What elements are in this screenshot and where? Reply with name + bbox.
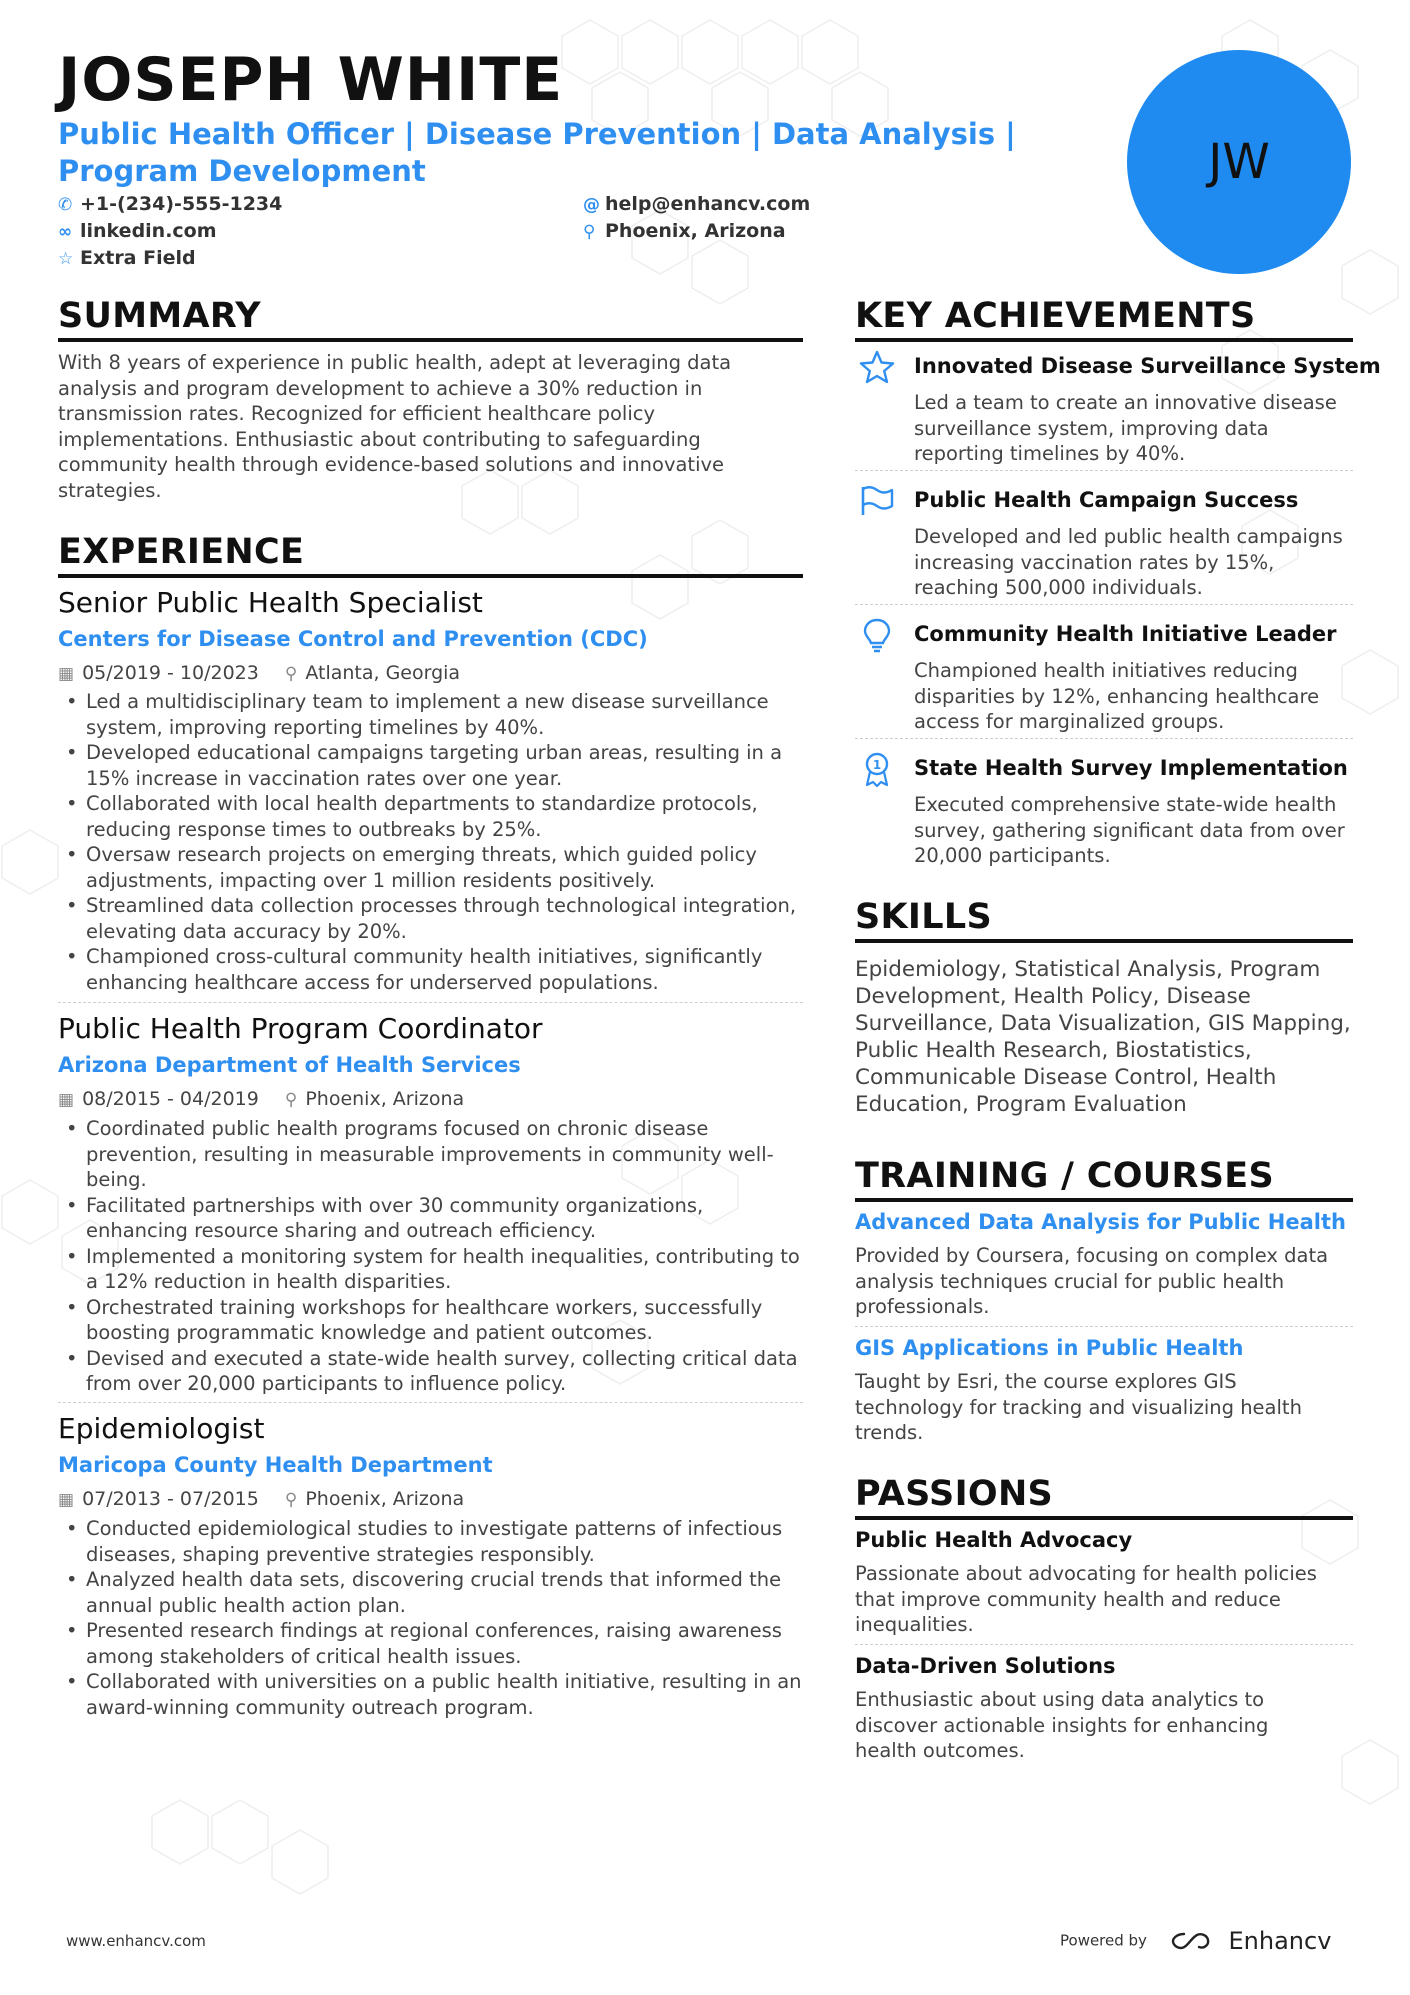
list-item: • Coordinated public health programs focused on chronic disease prevention, resulting in measurable improvements in community well-being.	[58, 1116, 803, 1193]
powered-by-text: Powered by	[1060, 1931, 1147, 1950]
job-divider	[58, 1002, 803, 1003]
star-icon	[858, 348, 896, 386]
achievement-desc: Developed and led public health campaigns increasing vaccination rates by 15%, reaching 500,000 individuals.	[914, 525, 1343, 599]
course-title: Advanced Data Analysis for Public Health	[855, 1210, 1346, 1234]
passion-divider	[855, 1644, 1353, 1645]
achievements-rule	[855, 338, 1353, 342]
job-location: Atlanta, Georgia	[305, 662, 461, 684]
job-meta	[58, 661, 460, 686]
summary-heading: SUMMARY	[58, 296, 261, 336]
location-pin-icon: ⚲	[583, 222, 596, 242]
achievement-title: Innovated Disease Surveillance System	[914, 354, 1381, 378]
summary-text: With 8 years of experience in public health, adept at leveraging data analysis and program development to achieve a 30% reduction in transmission rates. Recognized for efficient healthcare policy implementations. Enthusiastic about contributing to safeguarding community health through evidence-based solutions and innovative strategies.	[58, 351, 732, 502]
contact-extra	[58, 247, 196, 269]
list-item: • Oversaw research projects on emerging threats, which guided policy adjustments, impacting over 1 million residents positively.	[58, 842, 803, 893]
training-heading: TRAINING / COURSES	[855, 1156, 1274, 1196]
achievement-desc: Championed health initiatives reducing disparities by 12%, enhancing healthcare access for marginalized groups.	[914, 659, 1320, 733]
list-item: • Presented research findings at regional conferences, raising awareness among stakeholders of critical health issues.	[58, 1618, 803, 1669]
link-icon: ∞	[58, 222, 73, 242]
job-location: Phoenix, Arizona	[305, 1088, 465, 1110]
skills-heading: SKILLS	[855, 897, 992, 937]
job-dates: 08/2015 - 04/2019	[82, 1088, 259, 1110]
summary-rule	[58, 338, 803, 342]
avatar: JW	[1127, 50, 1351, 274]
location-text: Phoenix, Arizona	[605, 220, 786, 242]
job-title: Senior Public Health Specialist	[58, 586, 483, 619]
company-name: Maricopa County Health Department	[58, 1453, 493, 1477]
job-bullets	[58, 689, 803, 995]
passions-heading: PASSIONS	[855, 1474, 1054, 1514]
headline: Public Health Officer | Disease Prevention | Data Analysis | Program Development	[58, 117, 1016, 188]
achievement-title: Community Health Initiative Leader	[914, 622, 1337, 646]
company-name: Centers for Disease Control and Prevention (CDC)	[58, 627, 648, 651]
location-pin-icon: ⚲	[284, 664, 298, 684]
course-desc: Provided by Coursera, focusing on complex data analysis techniques crucial for public health professionals.	[855, 1244, 1329, 1318]
achievement-desc: Led a team to create an innovative disease surveillance system, improving data reporting timelines by 40%.	[914, 391, 1337, 465]
linkedin-text: linkedin.com	[80, 220, 217, 242]
contact-location	[583, 220, 786, 242]
list-item: • Devised and executed a state-wide health survey, collecting critical data from over 20,000 participants to influence policy.	[58, 1346, 803, 1397]
job-meta	[58, 1487, 464, 1512]
email-text: help@enhancv.com	[605, 193, 811, 215]
lightbulb-icon	[858, 616, 896, 654]
job-bullets	[58, 1116, 803, 1397]
job-title: Epidemiologist	[58, 1412, 265, 1445]
list-item: • Collaborated with universities on a public health initiative, resulting in an award-winning community outreach program.	[58, 1669, 803, 1720]
job-location: Phoenix, Arizona	[305, 1488, 465, 1510]
footer-website[interactable]: www.enhancv.com	[66, 1932, 206, 1950]
experience-heading: EXPERIENCE	[58, 532, 305, 572]
job-dates: 05/2019 - 10/2023	[82, 662, 259, 684]
list-item: • Collaborated with local health departments to standardize protocols, reducing response times to outbreaks by 25%.	[58, 791, 803, 842]
calendar-icon: ▦	[58, 664, 75, 684]
course-divider	[855, 1326, 1353, 1327]
calendar-icon: ▦	[58, 1490, 75, 1510]
job-title: Public Health Program Coordinator	[58, 1012, 543, 1045]
achievements-heading: KEY ACHIEVEMENTS	[855, 296, 1256, 336]
contact-email[interactable]	[583, 193, 810, 215]
list-item: • Developed educational campaigns targeting urban areas, resulting in a 15% increase in vaccination rates over one year.	[58, 740, 803, 791]
list-item: • Implemented a monitoring system for health inequalities, contributing to a 12% reduction in health disparities.	[58, 1244, 803, 1295]
training-rule	[855, 1198, 1353, 1202]
star-outline-icon: ☆	[58, 249, 74, 269]
achievement-title: Public Health Campaign Success	[914, 488, 1299, 512]
passion-desc: Enthusiastic about using data analytics to discover actionable insights for enhancing health outcomes.	[855, 1688, 1269, 1762]
achievement-title: State Health Survey Implementation	[914, 756, 1348, 780]
list-item: • Led a multidisciplinary team to implement a new disease surveillance system, improving reporting timelines by 40%.	[58, 689, 803, 740]
extra-text: Extra Field	[80, 247, 196, 269]
enhancv-logo-icon	[1170, 1930, 1214, 1952]
contact-linkedin[interactable]	[58, 220, 217, 242]
achievement-divider	[855, 604, 1353, 605]
svg-text:1: 1	[872, 758, 882, 772]
phone-text: +1-(234)-555-1234	[80, 193, 283, 215]
calendar-icon: ▦	[58, 1090, 75, 1110]
job-dates: 07/2013 - 07/2015	[82, 1488, 259, 1510]
experience-rule	[58, 574, 803, 578]
passions-rule	[855, 1516, 1353, 1520]
list-item: • Conducted epidemiological studies to investigate patterns of infectious diseases, shaping preventive strategies responsibly.	[58, 1516, 803, 1567]
achievement-divider	[855, 470, 1353, 471]
passion-title: Public Health Advocacy	[855, 1528, 1133, 1552]
location-pin-icon: ⚲	[284, 1490, 298, 1510]
location-pin-icon: ⚲	[284, 1090, 298, 1110]
job-divider	[58, 1402, 803, 1403]
job-meta	[58, 1087, 464, 1112]
footer-branding[interactable]	[1060, 1927, 1331, 1955]
phone-icon: ✆	[58, 195, 73, 215]
passion-desc: Passionate about advocating for health policies that improve community health and reduce inequalities.	[855, 1562, 1317, 1636]
at-icon: @	[583, 195, 600, 215]
flag-icon	[858, 482, 896, 520]
candidate-name: JOSEPH WHITE	[58, 45, 564, 115]
course-desc: Taught by Esri, the course explores GIS technology for tracking and visualizing health trends.	[855, 1370, 1302, 1444]
list-item: • Championed cross-cultural community health initiatives, significantly enhancing healthcare access for underserved populations.	[58, 944, 803, 995]
skills-rule	[855, 939, 1353, 943]
achievement-divider	[855, 738, 1353, 739]
company-name: Arizona Department of Health Services	[58, 1053, 521, 1077]
list-item: • Facilitated partnerships with over 30 community organizations, enhancing resource sharing and outreach efficiency.	[58, 1193, 803, 1244]
contact-phone[interactable]	[58, 193, 282, 215]
list-item: • Streamlined data collection processes through technological integration, elevating data accuracy by 20%.	[58, 893, 803, 944]
skills-text: Epidemiology, Statistical Analysis, Program Development, Health Policy, Disease Surveillance, Data Visualization, GIS Mapping, Public Health Research, Biostatistics, Communicable Disease Control, Health Education, Program Evaluation	[855, 957, 1351, 1117]
achievement-desc: Executed comprehensive state-wide health survey, gathering significant data from over 20,000 participants.	[914, 793, 1345, 867]
medal-icon	[858, 750, 896, 788]
list-item: • Orchestrated training workshops for healthcare workers, successfully boosting programmatic knowledge and patient outcomes.	[58, 1295, 803, 1346]
list-item: • Analyzed health data sets, discovering crucial trends that informed the annual public health action plan.	[58, 1567, 803, 1618]
course-title: GIS Applications in Public Health	[855, 1336, 1244, 1360]
job-bullets	[58, 1516, 803, 1720]
passion-title: Data-Driven Solutions	[855, 1654, 1116, 1678]
brand-name: Enhancv	[1228, 1927, 1332, 1955]
